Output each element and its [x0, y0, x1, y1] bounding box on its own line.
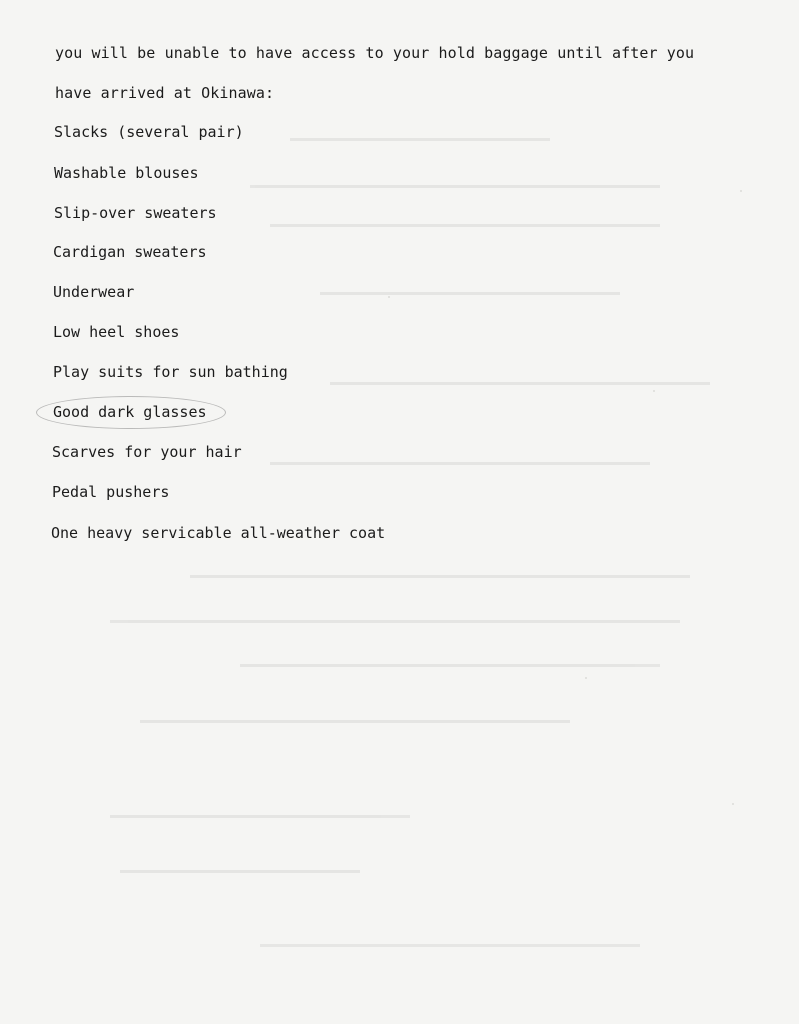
packing-list-item: Low heel shoes: [53, 323, 180, 341]
intro-line-1: you will be unable to have access to your hold baggage until after you: [55, 44, 695, 62]
packing-list-item: Washable blouses: [54, 164, 199, 182]
packing-list-item: Slip-over sweaters: [54, 204, 217, 222]
packing-list-item: Scarves for your hair: [52, 443, 242, 461]
intro-line-2: have arrived at Okinawa:: [55, 84, 275, 102]
packing-list-item: One heavy servicable all-weather coat: [51, 524, 386, 542]
packing-list-item: Slacks (several pair): [54, 123, 244, 141]
packing-list-item: Good dark glasses: [53, 403, 207, 421]
packing-list-item: Play suits for sun bathing: [53, 363, 288, 381]
packing-list-item: Pedal pushers: [52, 483, 170, 501]
packing-list-item: Cardigan sweaters: [53, 243, 207, 261]
packing-list-item: Underwear: [53, 283, 135, 301]
